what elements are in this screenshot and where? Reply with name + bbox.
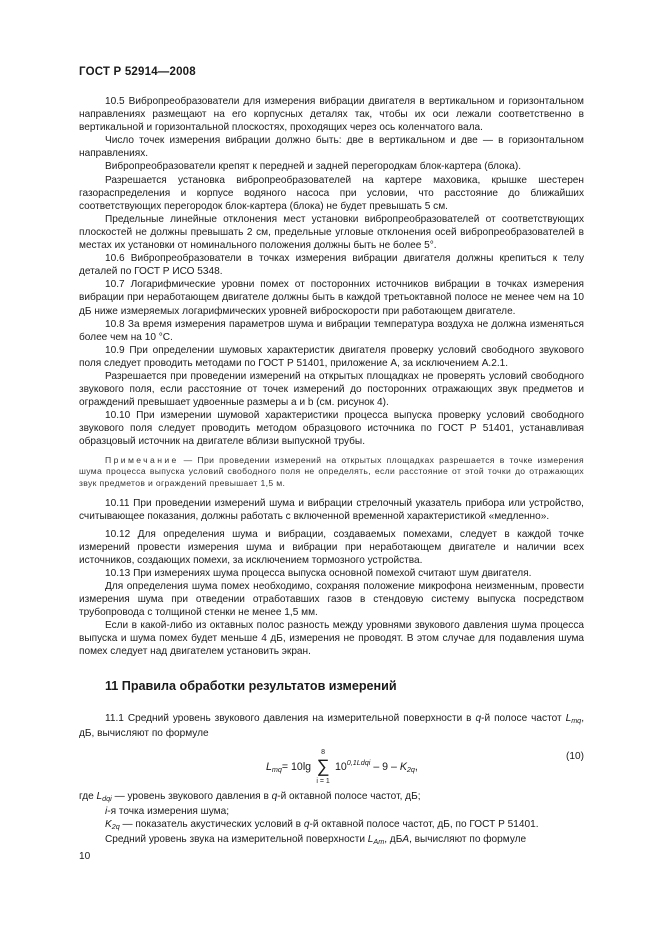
paragraph-10-12: 10.12 Для определения шума и вибрации, создаваемых помехами, следует в каждой точке измерений провести измерения шума и вибрации при неработающем двигателе и наличии всех источников, создающих помехи, за исключением тормозного устройства.	[79, 528, 584, 566]
note	[79, 455, 584, 490]
paragraph-10-13: 10.13 При измерениях шума процесса выпуска основной помехой считают шум двигателя.	[105, 567, 532, 579]
definition: где $L_{dqi}$ — уровень звукового давления в q-й октавной полосе частот, дБ;	[79, 790, 421, 803]
paragraph: Число точек измерения вибрации должно быть: две в вертикальном и две — в горизонтальном направлениях.	[79, 135, 584, 160]
summation-sign: 8 ∑ i = 1	[316, 749, 330, 786]
paragraph: Предельные линейные отклонения мест установки вибропреобразователей от соответствующих плоскостей не должны превышать 2 см, предельные угловые отклонения осей вибропреобразователей в местах их установки от номинального положения должны быть не более 5°.	[79, 213, 584, 252]
formula-definitions	[79, 790, 584, 848]
paragraph: Для определения шума помех необходимо, сохраняя положение микрофона неизменным, провести измерения шума при отведении отработавших газов в стендовую систему выпуска посредством трубопровода с толщиной стенки не менее 1,5 мм.	[79, 580, 584, 619]
paragraph: Вибропреобразователи крепят к передней и задней перегородкам блок-картера (блока).	[105, 161, 522, 173]
document-header: ГОСТ Р 52914—2008	[79, 66, 196, 78]
paragraph-10-6: 10.6 Вибропреобразователи в точках измерения вибрации двигателя должны крепиться к телу деталей по ГОСТ Р ИСО 5348.	[79, 253, 584, 278]
formula-expression: $L_{mq}= 10\lg$ 8 ∑ i = 1 $10^{0,1Ldqi} - 9 - K_{2q}$,	[266, 749, 418, 786]
document-body	[79, 95, 584, 848]
definition: i-я точка измерения шума;	[105, 805, 230, 817]
section-title: 11 Правила обработки результатов измерений	[105, 679, 397, 694]
paragraph: Разрешается установка вибропреобразователей на картере маховика, крышке шестерен газораспределения и корпусе водяного насоса при условии, что расстояние до ближайших соответствующих перегородок блок-картера (блока) не будет превышать 5 см.	[79, 174, 584, 212]
page-number: 10	[79, 851, 91, 862]
formula-number: (10)	[566, 750, 584, 762]
paragraph: Если в какой-либо из октавных полос разность между уровнями звукового давления шума процесса выпуска и шума помех будет меньше 4 дБ, измерения не проводят. В этом случае для подавления шума помех следует над двигателем установить экран.	[79, 620, 584, 658]
definition: $K_{2q}$ — показатель акустических условий в q-й октавной полосе частот, дБ, по ГОСТ Р 51401.	[105, 818, 539, 831]
paragraph: Разрешается при проведении измерений на открытых площадках не проверять условий свободного звукового поля, если расстояние от точек измерений до посторонних отражающих звук предметов и ограждений превышает удвоенные размеры a и b (см. рисунок 4).	[79, 370, 584, 409]
paragraph: Средний уровень звука на измерительной поверхности $L_{Am}$, дБА, вычисляют по формуле	[105, 834, 527, 846]
paragraph-10-10: 10.10 При измерении шумовой характеристики процесса выпуска проверку условий свободного звукового поля следует проводить методом образцового источника по ГОСТ Р 51401, устанавливая образцовый источник на двигателе вблизи выпускной трубы.	[79, 410, 584, 448]
paragraph-11-1: 11.1 Средний уровень звукового давления на измерительной поверхности в q-й полосе частот $L_{mq}$, дБ, вычисляют по формуле	[79, 712, 584, 739]
paragraph-10-9: 10.9 При определении шумовых характеристик двигателя проверку условий свободного звукового поля следует проводить методами по ГОСТ Р 51401, приложение А, за исключением А.2.1.	[79, 344, 584, 369]
paragraph-10-7: 10.7 Логарифмические уровни помех от посторонних источников вибрации в точках измерения вибрации при неработающем двигателе должны быть в каждой третьоктавной полосе не менее чем на 10 дБ ниже измеряемых логарифмических уровней виброскорости при работающем двигателе.	[79, 279, 584, 317]
note-text: — При проведении измерений на открытых площадках разрешается в точке измерения шума процесса выпуска условий свободного поля не определять, если расстояние от этой точки до отражающих звук предметов и ограждений превышает 1,5 м.	[79, 454, 584, 488]
note-label: Примечание	[105, 454, 179, 465]
paragraph-10-5: 10.5 Вибропреобразователи для измерения вибрации двигателя в вертикальном и горизонтальном направлениях размещают на его корпусных деталях так, чтобы их оси лежали соответственно в вертикальной и горизонтальной плоскостях, проходящих через ось коленчатого вала.	[79, 96, 584, 134]
formula-10	[79, 742, 584, 784]
paragraph-10-11: 10.11 При проведении измерений шума и вибрации стрелочный указатель прибора или устройство, считывающее показания, должны работать с включенной временной характеристикой «медленно».	[79, 498, 584, 523]
paragraph-10-8: 10.8 За время измерения параметров шума и вибрации температура воздуха не должна изменяться более чем на 10 °С.	[79, 318, 584, 343]
